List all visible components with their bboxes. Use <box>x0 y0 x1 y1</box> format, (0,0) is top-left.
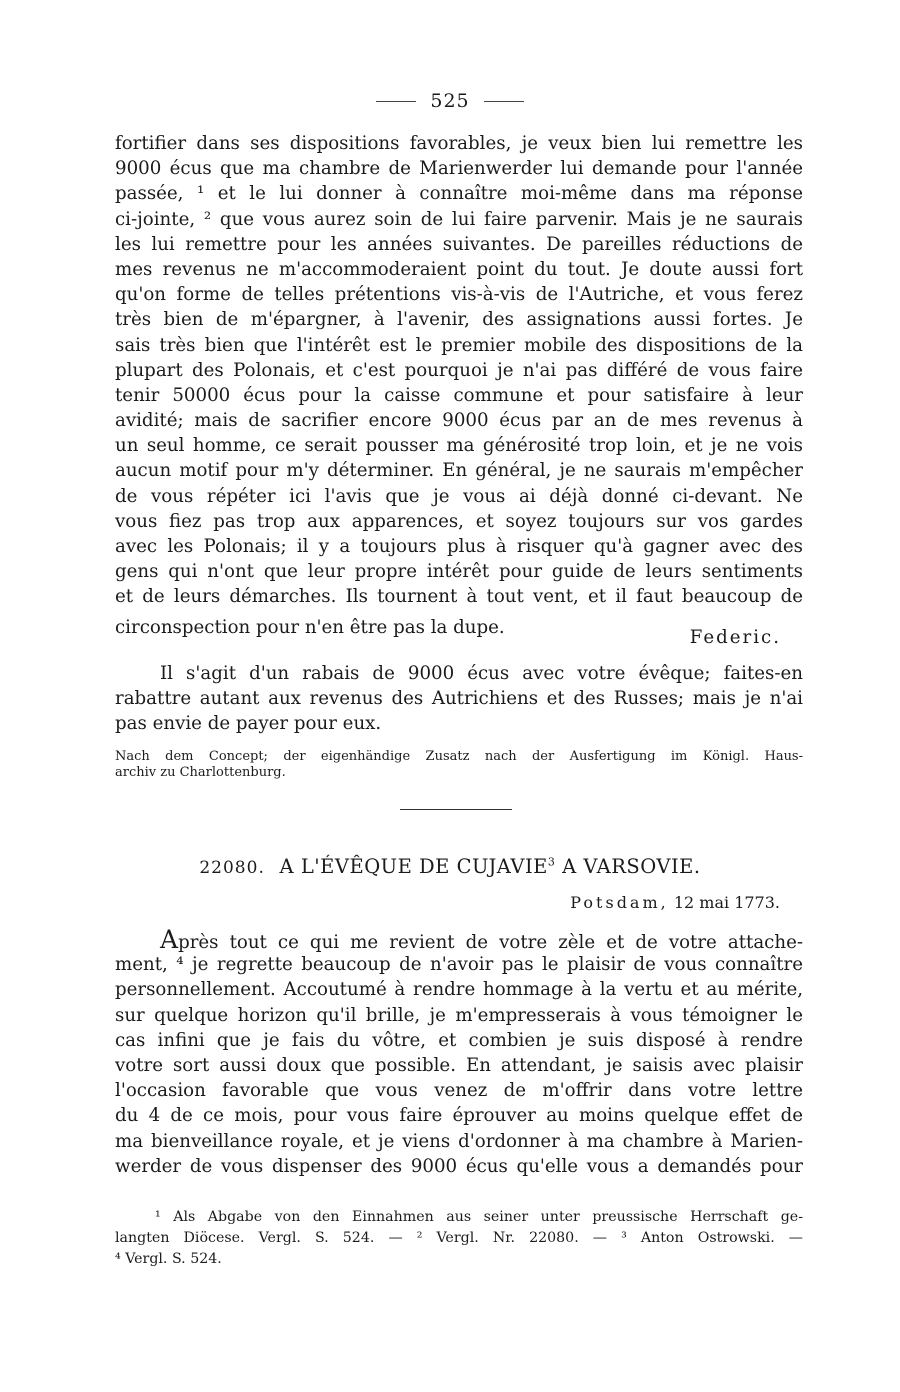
text-line: un seul homme, ce serait pousser ma générosité trop loin, et je ne vois <box>115 435 803 457</box>
header-dash-left <box>376 101 416 102</box>
text-line: 9000 écus que ma chambre de Marienwerder lui demande pour l'année <box>115 158 803 180</box>
text-line: cas infini que je fais du vôtre, et combien je suis disposé à rendre <box>115 1029 803 1051</box>
header-dash-right <box>484 101 524 102</box>
letter-number: 22080. <box>199 858 265 878</box>
page-number: 525 <box>430 90 470 112</box>
text-line: Il s'agit d'un rabais de 9000 écus avec votre évêque; faites-en <box>160 663 803 684</box>
text-line: qu'on forme de telles prétentions vis-à-vis de l'Autriche, et vous ferez <box>115 284 803 306</box>
letter-title-rest: A VARSOVIE. <box>562 855 701 878</box>
text-line: ci-jointe, ² que vous aurez soin de lui faire parvenir. Mais je ne saurais <box>115 208 803 230</box>
text-line: sais très bien que l'intérêt est le premier mobile des dispositions de la <box>115 334 803 356</box>
footnote-lines <box>115 1207 803 1270</box>
text-line: gens qui n'ont que leur propre intérêt pour guide de leurs sentiments <box>115 561 803 583</box>
text-line: et de leurs démarches. Ils tournent à tout vent, et il faut beaucoup de <box>115 586 803 608</box>
dateline-place: Potsdam, <box>570 893 669 912</box>
section-divider <box>400 809 512 810</box>
first-line-text: près tout ce qui me revient de votre zèle et de votre attache- <box>178 932 803 953</box>
letter-title: A L'ÉVÊQUE DE CUJAVIE <box>279 855 548 878</box>
letter-body-lines <box>115 131 803 610</box>
text-line: langten Diöcese. Vergl. S. 524. — ² Vergl. Nr. 22080. — ³ Anton Ostrowski. — <box>115 1230 803 1246</box>
text-line: du 4 de ce mois, pour vous faire éprouver au moins quelque effet de <box>115 1105 803 1127</box>
text-line: archiv zu Charlottenburg. <box>115 765 286 780</box>
text-line: ¹ Als Abgabe von den Einnahmen aus seiner unter preussische Herrschaft ge- <box>155 1209 803 1225</box>
text-line: ma bienveillance royale, et je viens d'ordonner à ma chambre à Marien- <box>115 1130 803 1152</box>
drop-cap: A <box>160 925 179 954</box>
text-line: Nach dem Concept; der eigenhändige Zusatz nach der Ausfertigung im Königl. Haus- <box>115 749 803 764</box>
text-line: votre sort aussi doux que possible. En attendant, je saisis avec plaisir <box>115 1054 803 1076</box>
text-line: personnellement. Accoutumé à rendre hommage à la vertu et au mérite, <box>115 979 803 1001</box>
text-line: werder de vous dispenser des 9000 écus qu'elle vous a demandés pour <box>115 1155 803 1177</box>
text-line: ⁴ Vergl. S. 524. <box>115 1251 222 1267</box>
dateline-date: 12 mai 1773. <box>673 893 780 912</box>
text-line: l'occasion favorable que vous venez de m'offrir dans votre lettre <box>115 1080 803 1102</box>
text-line: mes revenus ne m'accommoderaient point du tout. Je doute aussi fort <box>115 258 803 280</box>
text-line: avidité; mais de sacrifier encore 9000 écus par an de mes revenus à <box>115 410 803 432</box>
text-line: les lui remettre pour les années suivantes. De pareilles réductions de <box>115 233 803 255</box>
text-line: de vous répéter ici l'avis que je vous ai déjà donné ci-devant. Ne <box>115 485 803 507</box>
text-line: pas envie de payer pour eux. <box>115 713 382 735</box>
source-note <box>115 749 803 781</box>
text-line: passée, ¹ et le lui donner à connaître moi-même dans ma réponse <box>115 183 803 205</box>
letter-body <box>115 131 803 648</box>
closing-line <box>115 610 803 648</box>
postscript-lines <box>115 661 803 737</box>
title-footnote-ref: 3 <box>547 855 556 869</box>
letter-heading <box>0 855 900 878</box>
closing-text: circonspection pour n'en être pas la dupe. <box>115 616 505 638</box>
signature: Federic. <box>689 626 781 648</box>
text-line: fortifier dans ses dispositions favorables, je veux bien lui remettre les <box>115 133 803 154</box>
source-note-lines <box>115 749 803 781</box>
text-line: rabattre autant aux revenus des Autrichiens et des Russes; mais je n'ai <box>115 688 803 710</box>
footnotes <box>115 1207 803 1270</box>
text-line: tenir 50000 écus pour la caisse commune et pour satisfaire à leur <box>115 384 803 406</box>
text-line: très bien de m'épargner, à l'avenir, des assignations aussi fortes. Je <box>115 309 803 331</box>
text-line: plupart des Polonais, et c'est pourquoi je n'ai pas différé de vous faire <box>115 359 803 381</box>
text-line: aucun motif pour m'y déterminer. En général, je ne saurais m'empêcher <box>115 460 803 482</box>
text-line: sur quelque horizon qu'il brille, je m'empresserais à vous témoigner le <box>115 1004 803 1026</box>
postscript <box>115 661 803 737</box>
text-line: ment, ⁴ je regrette beaucoup de n'avoir pas le plaisir de vous connaître <box>115 954 803 976</box>
first-line <box>115 927 803 952</box>
second-letter-lines <box>115 952 803 1179</box>
text-line: vous fiez pas trop aux apparences, et soyez toujours sur vos gardes <box>115 510 803 532</box>
dateline <box>570 893 780 912</box>
second-letter-body <box>115 927 803 1179</box>
page-header <box>0 86 900 116</box>
text-line: avec les Polonais; il y a toujours plus à risquer qu'à gagner avec des <box>115 536 803 557</box>
